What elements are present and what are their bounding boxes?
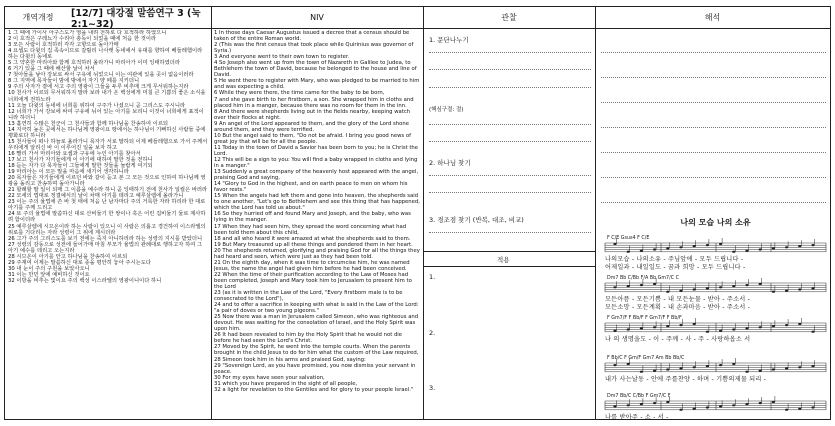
verse-line: 2 이 호적은 구레뇨가 수리아 총독이 되었을 때에 처음 한 것이라 xyxy=(8,36,157,43)
divider xyxy=(595,7,596,419)
verse-line: 20 목자들은 자기들에게 이르던 바와 같이 듣고 본 그 모든 것으로 인하여 하나님께 영광을 돌리고 찬송하며 돌아가니라 xyxy=(8,175,206,188)
divider xyxy=(423,7,424,419)
note-head xyxy=(811,365,814,367)
guide-line xyxy=(601,152,826,153)
verse-line: 14 지극히 높은 곳에서는 하나님께 영광이요 땅에서는 하나님이 기뻐하신 사람들 중에 평화로다 하니라 xyxy=(8,126,206,139)
verse-line: 15 When the angels had left them and gone into heaven, the shepherds said to one another, "Let's go to Bethlehem and see this thing that has happened, which the Lord has told us about." xyxy=(214,193,420,212)
verse-line: 11 오늘 다윗의 동네에 너희를 위하여 구주가 나셨으니 곧 그리스도 주시니라 xyxy=(8,102,186,109)
note-head xyxy=(627,404,630,406)
note-head xyxy=(679,409,682,411)
verse-line: 29 "Sovereign Lord, as you have promised, you now dismiss your servant in peace. xyxy=(214,362,416,375)
apply-item: 2. xyxy=(429,329,436,337)
verse-line: 24 또 주의 율법에 말씀하신 대로 산비둘기 한 쌍이나 혹은 어린 집비둘기 둘로 제사하려 함이더라 xyxy=(8,211,206,224)
guide-line xyxy=(601,177,826,178)
note-head xyxy=(785,409,788,411)
note-head xyxy=(640,371,643,373)
note-head xyxy=(627,285,630,287)
note-head xyxy=(706,406,709,408)
note-head xyxy=(653,402,656,404)
verse-line: 6 거기 있을 그 때에 해산할 날이 차서 xyxy=(8,66,95,73)
note-head xyxy=(811,287,814,289)
observe-q2: 2. 하나님 찾기 xyxy=(429,159,471,167)
verse-line: 22 When the time of their purification according to the Law of Moses had been completed, Joseph and Mary took him to Jerusalem to present him to the Lord xyxy=(214,271,412,290)
verse-line: 8 그 지역에 목자들이 밤에 밖에서 자기 양 떼를 지키더니 xyxy=(8,78,140,85)
korean-text-column xyxy=(8,30,208,417)
verse-line: 19 But Mary treasured up all these things and pondered them in her heart. xyxy=(214,241,413,248)
verse-line: 9 주의 사자가 곁에 서고 주의 영광이 그들을 두루 비추매 크게 무서워하는지라 xyxy=(8,84,189,91)
verse-line: 18 and all who heard it were amazed at what the shepherds said to them. xyxy=(214,235,411,242)
note-head xyxy=(693,288,696,290)
lyric-line: 내가 사는날동 - 안에 주를찬양 - 하며 - 기쁨의제물 되리 - xyxy=(605,376,767,383)
observe-header xyxy=(423,7,595,29)
note-head xyxy=(706,331,709,333)
song-title: 나의 모습 나의 소유 xyxy=(680,218,751,227)
note-head xyxy=(627,328,630,330)
observe-q1-sub: (핵심구절: 절) xyxy=(429,107,464,113)
verse-line: 10 But the angel said to them, "Do not be afraid. I bring you good news of great joy that will be for all the people. xyxy=(214,132,411,145)
note-head xyxy=(666,325,669,327)
interpret-label: 해석 xyxy=(704,13,721,22)
verse-line: 20 The shepherds returned, glorifying and praising God for all the things they had heard and seen, which were just as they had been told. xyxy=(214,247,420,260)
note-head xyxy=(798,408,801,410)
sheet-music xyxy=(601,217,830,422)
note-head xyxy=(745,284,748,286)
divider xyxy=(211,7,212,419)
verse-line: 6 While they were there, the time came for the baby to be born, xyxy=(214,90,385,97)
verse-line: 31 이는 만민 앞에 예비하신 것이요 xyxy=(8,271,90,278)
interpret-header xyxy=(595,7,830,29)
observe-q3: 3. 경조점 찾기 (반복, 대조, 비교) xyxy=(429,216,524,224)
verse-line: 30 내 눈이 주의 구원을 보았사오니 xyxy=(8,265,90,272)
note-head xyxy=(759,370,762,372)
note-head xyxy=(613,286,616,288)
observe-label: 관찰 xyxy=(501,13,517,22)
guide-line xyxy=(429,52,591,53)
note-head xyxy=(679,246,682,248)
niv-label: NIV xyxy=(310,13,324,22)
note-head xyxy=(785,367,788,369)
note-head xyxy=(613,243,616,245)
verse-line: 5 그 약혼한 마리아와 함께 호적하러 올라가니 마리아가 이미 잉태하였더라 xyxy=(8,60,181,67)
verse-line: 1 그 때에 가이사 아구스도가 영을 내려 천하로 다 호적하라 하였으니 xyxy=(8,30,167,36)
lyric-line: 모든아픔 - 모든기쁨 - 내 모든눈물 - 받아 - 주소서 - xyxy=(605,296,751,303)
divider xyxy=(423,266,595,267)
note-head xyxy=(666,368,669,370)
guide-line xyxy=(429,87,591,88)
note-head xyxy=(719,330,722,332)
apply-label: 적용 xyxy=(497,256,510,264)
guide-line xyxy=(429,175,591,176)
note-head xyxy=(653,326,656,328)
note-head xyxy=(732,251,735,253)
note-head xyxy=(798,245,801,247)
note-head xyxy=(679,290,682,292)
note-head xyxy=(613,330,616,332)
verse-line: 12 너희가 가서 강보에 싸여 구유에 뉘어 있는 아기를 보리니 이것이 너희에게 표적이니라 하더니 xyxy=(8,108,204,121)
niv-header xyxy=(211,7,423,29)
guide-line xyxy=(429,69,591,70)
note-head xyxy=(759,248,762,250)
page-title: [12/7] 대강절 말씀연구 3 (눅 2:1~32) xyxy=(71,8,201,30)
verse-line: 5 He went there to register with Mary, who was pledged to be married to him and was expecting a child. xyxy=(214,78,420,91)
note-head xyxy=(679,367,682,369)
guide-line xyxy=(601,77,826,78)
verse-line: 4 So Joseph also went up from the town of Nazareth in Galilee to Judea, to Bethlehem the town of David, because he belonged to the house and line of David. xyxy=(214,60,417,79)
verse-line: 18 듣는 자가 다 목자들이 그들에게 말한 것들을 놀랍게 여기되 xyxy=(8,163,153,170)
chord-symbols: F C/E Gsus4 F C/E xyxy=(607,236,650,241)
verse-line: 12 This will be a sign to you: You will find a baby wrapped in cloths and lying in a manger." xyxy=(214,156,418,170)
note-head xyxy=(785,324,788,326)
note-head xyxy=(811,244,814,246)
lyric-line: 나 의 생명을도 - 이 - 주께 - 사 - 주 - 사랑하옵소 서 xyxy=(605,336,751,343)
note-head xyxy=(693,245,696,247)
apply-item: 1. xyxy=(429,273,436,281)
verse-line: 7 첫아들을 낳아 강보로 싸서 구유에 뉘었으니 이는 여관에 있을 곳이 없음이러라 xyxy=(8,72,194,79)
verse-line: 27 성령의 감동으로 성전에 들어가매 마침 부모가 율법의 관례대로 행하고자 하여 그 아기 예수를 데리고 오는지라 xyxy=(8,241,203,254)
title-header xyxy=(71,7,211,29)
verse-line: 23 (as it is written in the Law of the Lord, "Every firstborn male is to be consecrated to the Lord"), xyxy=(214,290,403,303)
verse-line: 30 For my eyes have seen your salvation, xyxy=(214,374,325,381)
note-head xyxy=(772,401,775,403)
note-head xyxy=(640,403,643,405)
verse-line: 26 It had been revealed to him by the Holy Spirit that he would not die before he had seen the Lord's Christ. xyxy=(214,332,403,345)
note-head xyxy=(785,246,788,248)
note-head xyxy=(706,365,709,367)
note-head xyxy=(679,324,682,326)
version-header xyxy=(5,7,71,29)
note-head xyxy=(613,405,616,407)
note-head xyxy=(666,291,669,293)
note-head xyxy=(693,366,696,368)
note-head xyxy=(759,326,762,328)
guide-line xyxy=(601,52,826,53)
verse-line: 3 And everyone went to their own town to register. xyxy=(214,54,350,61)
verse-line: 8 And there were shepherds living out in the fields nearby, keeping watch over their flocks at night. xyxy=(214,108,411,121)
note-head xyxy=(693,323,696,325)
note-head xyxy=(640,284,643,286)
note-head xyxy=(627,363,630,365)
note-head xyxy=(759,283,762,285)
note-head xyxy=(772,368,775,370)
observe-q1: 1. 문단나누기 xyxy=(429,36,469,44)
note-head xyxy=(640,327,643,329)
chord-symbols: Dm7 Bb/C C/Bb F Gm7/C F xyxy=(607,394,671,399)
lyric-line: 나를 받아주 - 소 - 서 - xyxy=(605,414,669,421)
verse-line: 19 마리아는 이 모든 말을 마음에 새기어 생각하니라 xyxy=(8,169,129,176)
verse-line: 16 So they hurried off and found Mary and Joseph, and the baby, who was lying in the manger. xyxy=(214,211,411,224)
divider xyxy=(423,251,595,252)
guide-line xyxy=(601,127,826,128)
verse-line: 32 a light for revelation to the Gentiles and for glory to your people Israel." xyxy=(214,386,414,393)
note-head xyxy=(719,364,722,366)
lyric-line: 모든소망 - 모든계획 - 내 손과마음 - 받아 - 주소서 - xyxy=(605,304,751,311)
note-head xyxy=(613,364,616,366)
note-head xyxy=(706,287,709,289)
note-head xyxy=(653,248,656,250)
verse-line: 13 홀연히 수많은 천군이 그 천사들과 함께 하나님을 찬송하여 이르되 xyxy=(8,120,169,127)
guide-line xyxy=(429,192,591,193)
note-head xyxy=(811,406,814,408)
verse-line: 11 Today in the town of David a Savior has been born to you; he is Christ the Lord. xyxy=(214,144,419,157)
verse-line: 29 주재여 이제는 말씀하신 대로 종을 평안히 놓아 주시는도다 xyxy=(8,259,152,266)
verse-line: 24 and to offer a sacrifice in keeping with what is said in the Law of the Lord: "a pair of doves or two young pigeons." xyxy=(214,302,419,315)
note-head xyxy=(640,250,643,252)
verse-line: 28 Simeon took him in his arms and praised God, saying: xyxy=(214,356,366,363)
lyric-line: 어제일과 - 내일일도 - 꿈과 희망 - 모두 드립니다 - xyxy=(605,264,746,271)
version-label: 개역개정 xyxy=(22,13,54,22)
verse-line: 16 빨리 가서 마리아와 요셉과 구유에 누인 아기를 찾아서 xyxy=(8,150,141,157)
note-head xyxy=(798,288,801,290)
note-head xyxy=(732,328,735,330)
verse-line: 13 Suddenly a great company of the heavenly host appeared with the angel, praising God and saying, xyxy=(214,169,419,182)
note-head xyxy=(772,247,775,249)
note-head xyxy=(772,291,775,293)
verse-line: 25 Now there was a man in Jerusalem called Simeon, who was righteous and devout. He was waiting for the consolation of Israel, and the Holy Spirit was upon him. xyxy=(214,314,419,333)
verse-line: 31 which you have prepared in the sight of all people, xyxy=(214,380,358,387)
note-head xyxy=(627,251,630,253)
verse-line: 17 When they had seen him, they spread the word concerning what had been told them about this child, xyxy=(214,223,407,236)
chord-symbols: F Gm7/F F Bb/F F Gm7/F F Bb/F xyxy=(607,316,682,321)
note-head xyxy=(706,244,709,246)
verse-line: 1 In those days Caesar Augustus issued a decree that a census should be taken of the entire Roman world. xyxy=(214,30,410,43)
verse-line: 14 "Glory to God in the highest, and on earth peace to men on whom his favor rests." xyxy=(214,181,408,194)
note-head xyxy=(772,325,775,327)
apply-item: 3. xyxy=(429,384,436,392)
note-head xyxy=(798,366,801,368)
verse-line: 10 천사가 이르되 무서워하지 말라 보라 내가 온 백성에게 미칠 큰 기쁨의 좋은 소식을 너희에게 전하노라 xyxy=(8,90,206,103)
verse-line: 28 시므온이 아기를 안고 하나님을 찬송하여 이르되 xyxy=(8,253,128,260)
verse-line: 21 할례할 팔 일이 되매 그 이름을 예수라 하니 곧 잉태하기 전에 천사가 일컬은 바러라 xyxy=(8,187,208,194)
guide-line xyxy=(601,202,826,203)
note-head xyxy=(732,363,735,365)
note-head xyxy=(798,323,801,325)
note-head xyxy=(732,285,735,287)
note-head xyxy=(666,247,669,249)
verse-line: 25 예루살렘에 시므온이라 하는 사람이 있으니 이 사람은 의롭고 경건하여 이스라엘의 위로를 기다리는 자라 성령이 그 위에 계시더라 xyxy=(8,223,206,236)
verse-line: 15 천사들이 떠나 하늘로 올라가니 목자가 서로 말하되 이제 베들레헴으로 가서 주께서 우리에게 알리신 바 이 이루어진 일을 보자 하고 xyxy=(8,138,208,151)
chord-symbols: Dm7 Bb C/Bb F/A Bb Gm7/C C xyxy=(607,276,679,281)
guide-line xyxy=(429,141,591,142)
note-head xyxy=(745,371,748,373)
guide-line xyxy=(429,232,591,233)
chord-symbols: F Bb/C F Gm/F Gm7 Am Bb Bb/C xyxy=(607,356,685,361)
note-head xyxy=(666,401,669,403)
verse-line: 23 이는 주의 율법에 쓴 바 첫 태에 처음 난 남자마다 주의 거룩한 자라 하리라 한 대로 아기를 주께 드리고 xyxy=(8,199,206,212)
verse-line: 22 모세의 법대로 정결예식의 날이 차매 아기를 데리고 예루살렘에 올라가니 xyxy=(8,193,184,200)
note-head xyxy=(693,408,696,410)
verse-line: 17 보고 천사가 자기들에게 이 아기에 대하여 말한 것을 전하니 xyxy=(8,156,153,163)
study-table xyxy=(4,6,831,420)
note-head xyxy=(732,404,735,406)
lyric-line: 나의모습 - 나의소유 - 주님앞에 - 모두 드립니다 - xyxy=(605,256,744,263)
verse-line: 2 (This was the first census that took place while Quirinius was governor of Syria.) xyxy=(214,42,414,55)
verse-line: 32 이방을 비추는 빛이요 주의 백성 이스라엘의 영광이니이다 하니 xyxy=(8,277,162,284)
note-head xyxy=(811,331,814,333)
verse-line: 9 An angel of the Lord appeared to them, and the glory of the Lord shone around them, and they were terrified. xyxy=(214,120,410,133)
note-head xyxy=(719,286,722,288)
niv-text-column xyxy=(214,30,420,417)
note-head xyxy=(719,405,722,407)
guide-line xyxy=(601,102,826,103)
note-head xyxy=(653,370,656,372)
note-head xyxy=(785,290,788,292)
guide-line xyxy=(429,124,591,125)
verse-line: 27 Moved by the Spirit, he went into the temple courts. When the parents brought in the child Jesus to do for him what the custom of the Law required, xyxy=(214,344,419,357)
note-head xyxy=(745,327,748,329)
note-head xyxy=(745,403,748,405)
verse-line: 26 그가 주의 그리스도를 보기 전에는 죽지 아니하리라 하는 성령의 지시를 받았더니 xyxy=(8,235,203,242)
verse-line: 7 and she gave birth to her firstborn, a son. She wrapped him in cloths and placed him in a manger, because there was no room for them in the inn. xyxy=(214,96,414,109)
note-head xyxy=(719,243,722,245)
verse-line: 21 On the eighth day, when it was time to circumcise him, he was named Jesus, the name the angel had given him before he had been conceived. xyxy=(214,259,410,272)
note-head xyxy=(745,250,748,252)
note-head xyxy=(653,283,656,285)
verse-line: 4 요셉도 다윗의 집 족속이므로 갈릴리 나사렛 동네에서 유대를 향하여 베들레헴이라 하는 다윗의 동네로 xyxy=(8,48,203,61)
note-head xyxy=(759,402,762,404)
verse-line: 3 모든 사람이 호적하러 각각 고향으로 돌아가매 xyxy=(8,42,119,49)
